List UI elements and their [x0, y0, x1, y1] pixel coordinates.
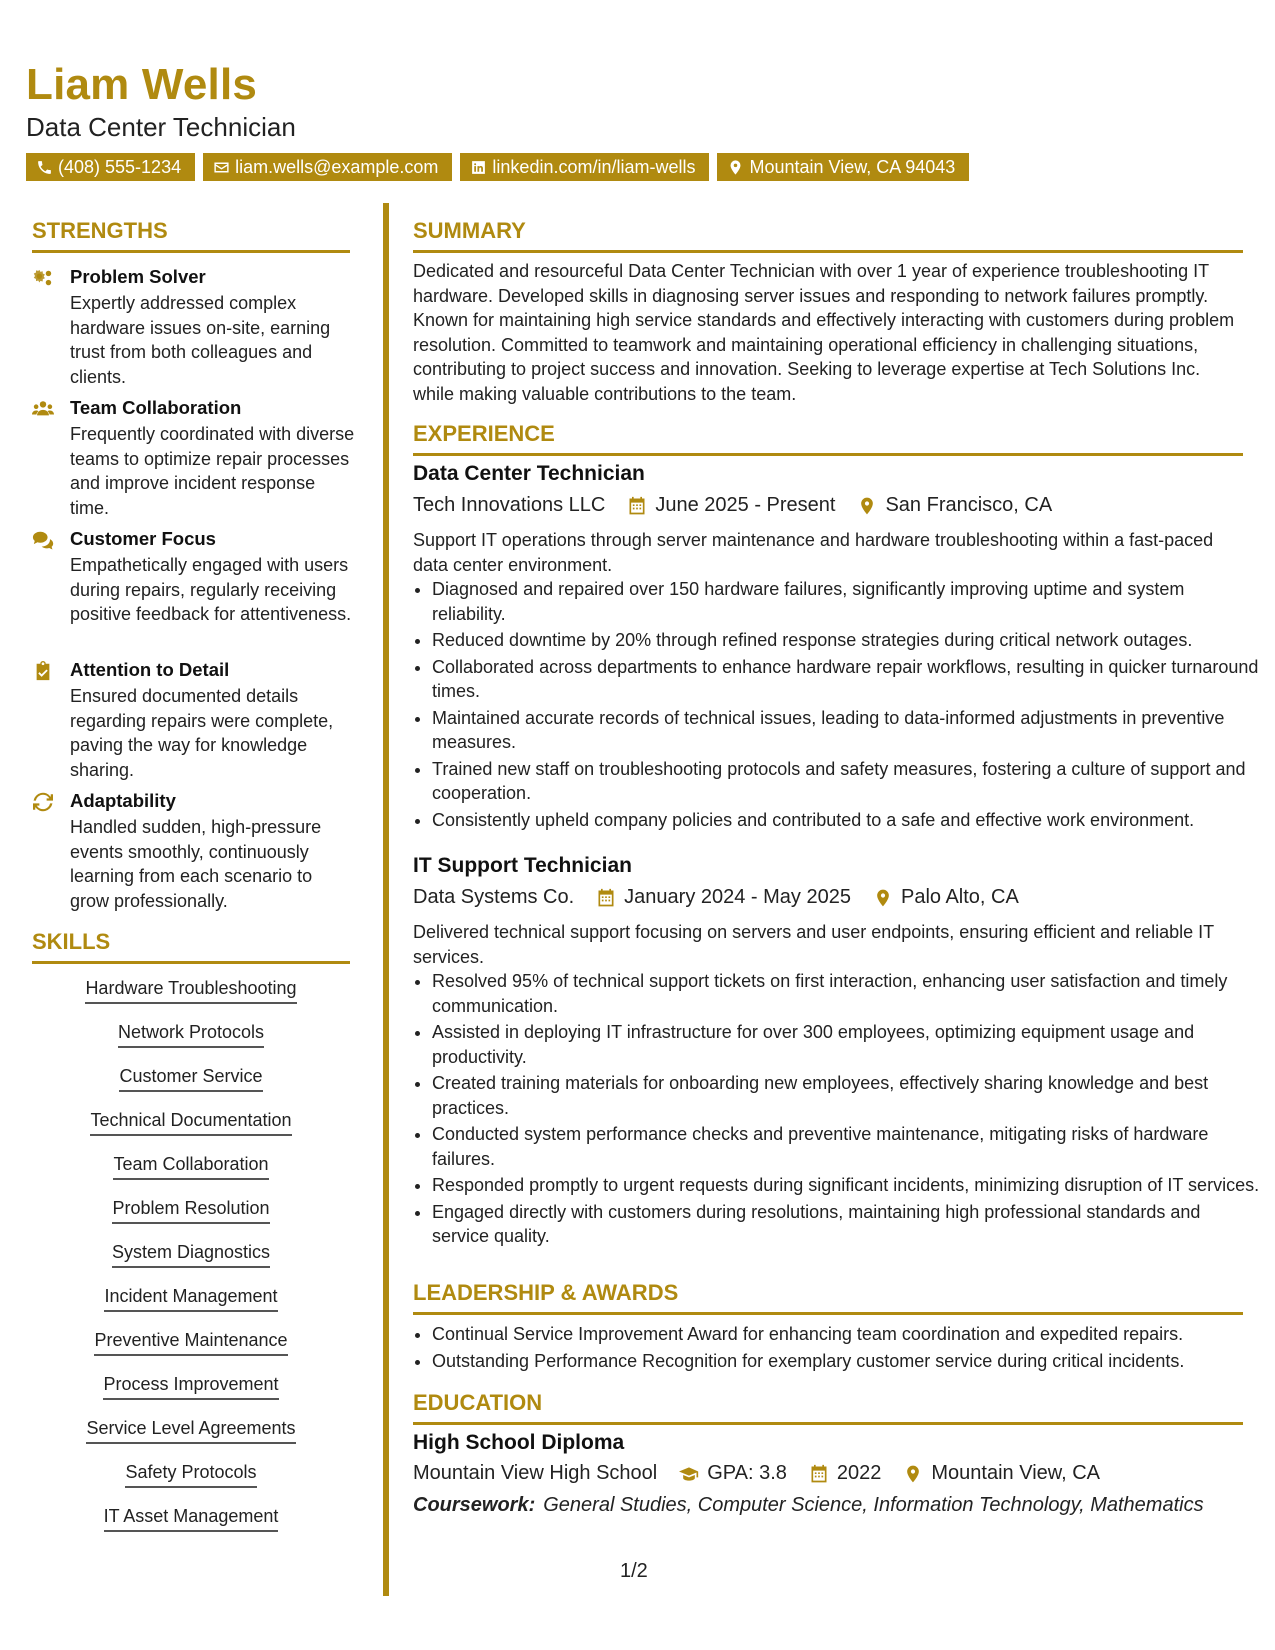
job-meta: [413, 494, 1052, 517]
graduation-year: 2022: [836, 1462, 882, 1484]
phone-icon: [36, 159, 53, 176]
candidate-name: Liam Wells: [26, 60, 258, 109]
degree-title: High School Diploma: [413, 1431, 625, 1454]
map-pin-icon: [857, 496, 877, 516]
leadership-bullets: [413, 1322, 1262, 1375]
coursework-line: [413, 1494, 1204, 1517]
strength-title: Team Collaboration: [70, 397, 242, 418]
calendar-icon: [809, 1464, 829, 1484]
experience-heading: EXPERIENCE: [413, 421, 1243, 456]
contact-linkedin[interactable]: [460, 153, 709, 181]
skills-heading: SKILLS: [32, 929, 350, 964]
contact-bar: [26, 153, 969, 181]
job-bullet: • Resolved 95% of technical support tickets on first interaction, enhancing user satisfaction and timely communication.: [432, 969, 1262, 1018]
job-bullet: • Diagnosed and repaired over 150 hardware failures, significantly improving uptime and system reliability.: [432, 577, 1262, 626]
strength-title: Adaptability: [70, 790, 176, 811]
skill-item: Customer Service: [32, 1066, 350, 1092]
strengths-heading: STRENGTHS: [32, 218, 350, 253]
strength-desc: Ensured documented details regarding repairs were complete, paving the way for knowledge sharing.: [70, 686, 334, 780]
job-title: IT Support Technician: [413, 854, 632, 877]
calendar-icon: [627, 496, 647, 516]
job-bullet: • Responded promptly to urgent requests during significant incidents, minimizing disruption of IT services.: [432, 1173, 1262, 1198]
strength-title: Problem Solver: [70, 266, 206, 287]
job-bullet: • Conducted system performance checks and preventive maintenance, mitigating risks of hardware failures.: [432, 1122, 1262, 1171]
contact-phone[interactable]: [26, 153, 195, 181]
education-heading: EDUCATION: [413, 1390, 1243, 1425]
job-bullets: [413, 577, 1262, 834]
strength-desc: Expertly addressed complex hardware issues on-site, earning trust from both colleagues and clients.: [70, 293, 331, 387]
education-meta: [413, 1462, 1100, 1485]
contact-location[interactable]: [717, 153, 969, 181]
job-bullet: • Collaborated across departments to enhance hardware repair workflows, resulting in quicker turnaround times.: [432, 655, 1262, 704]
job-meta: [413, 886, 1019, 909]
strength-desc: Frequently coordinated with diverse teams to optimize repair processes and improve incident response time.: [70, 424, 355, 518]
job-intro: Support IT operations through server maintenance and hardware troubleshooting within a fast-paced data center environment.: [413, 530, 1214, 575]
contact-linkedin-text: linkedin.com/in/liam-wells: [492, 157, 696, 177]
gears-icon: [32, 268, 56, 288]
school-name: Mountain View High School: [413, 1462, 658, 1484]
skill-item: System Diagnostics: [32, 1242, 350, 1268]
job-bullet: • Engaged directly with customers during resolutions, maintaining high professional standards and service quality.: [432, 1200, 1262, 1249]
envelope-icon: [213, 159, 230, 176]
job-intro: Delivered technical support focusing on servers and user endpoints, ensuring efficient and reliable IT services.: [413, 922, 1214, 967]
school-location: Mountain View, CA: [931, 1462, 1101, 1484]
job-title: Data Center Technician: [413, 462, 645, 485]
strength-desc: Empathetically engaged with users during repairs, regularly receiving positive feedback for attentiveness.: [70, 555, 352, 624]
strength-desc: Handled sudden, high-pressure events smoothly, continuously learning from each scenario to grow professionally.: [70, 817, 322, 911]
contact-email[interactable]: [203, 153, 452, 181]
job-bullet: • Reduced downtime by 20% through refined response strategies during critical network outages.: [432, 628, 1262, 653]
skill-item: Technical Documentation: [32, 1110, 350, 1136]
strength-title: Attention to Detail: [70, 659, 230, 680]
skill-item: IT Asset Management: [32, 1506, 350, 1532]
summary-text: Dedicated and resourceful Data Center Technician with over 1 year of experience troubleshooting IT hardware. Developed skills in diagnosing server issues and responding to network failures promptly. Known for maintaining high service standards and effectively interacting with customers during problem resolution. Committed to teamwork and maintaining operational efficiency in challenging situations, contributing to project success and innovation. Seeking to leverage expertise at Tech Solutions Inc. while making valuable contributions to the team.: [413, 261, 1235, 404]
job-location: San Francisco, CA: [885, 494, 1053, 516]
linkedin-icon: [470, 159, 487, 176]
map-pin-icon: [903, 1464, 923, 1484]
gpa: GPA: 3.8: [707, 1462, 787, 1484]
job-bullets: [413, 969, 1262, 1251]
skill-item: Process Improvement: [32, 1374, 350, 1400]
skill-item: Hardware Troubleshooting: [32, 978, 350, 1004]
calendar-icon: [596, 888, 616, 908]
graduation-cap-icon: [679, 1464, 699, 1484]
coursework-label: Coursework:: [413, 1494, 536, 1516]
candidate-title: Data Center Technician: [26, 112, 296, 142]
contact-email-text: liam.wells@example.com: [235, 157, 439, 177]
skill-item: Preventive Maintenance: [32, 1330, 350, 1356]
job-bullet: • Assisted in deploying IT infrastructure for over 300 employees, optimizing equipment usage and productivity.: [432, 1020, 1262, 1069]
job-dates: June 2025 - Present: [655, 494, 836, 516]
skill-item: Team Collaboration: [32, 1154, 350, 1180]
job-location: Palo Alto, CA: [900, 886, 1019, 908]
job-dates: January 2024 - May 2025: [624, 886, 851, 908]
summary-heading: SUMMARY: [413, 218, 1243, 253]
users-icon: [32, 399, 56, 419]
map-pin-icon: [727, 159, 744, 176]
job-company: Tech Innovations LLC: [413, 494, 606, 516]
leadership-heading: LEADERSHIP & AWARDS: [413, 1280, 1243, 1315]
job-bullet: • Maintained accurate records of technical issues, leading to data-informed adjustments in preventive measures.: [432, 706, 1262, 755]
skill-item: Service Level Agreements: [32, 1418, 350, 1444]
page-number: 1/2: [620, 1560, 648, 1582]
sync-icon: [32, 792, 56, 812]
job-bullet: • Created training materials for onboarding new employees, effectively sharing knowledge and best practices.: [432, 1071, 1262, 1120]
column-divider: [383, 203, 389, 1596]
skill-item: Problem Resolution: [32, 1198, 350, 1224]
comments-icon: [32, 530, 56, 550]
coursework-text: General Studies, Computer Science, Information Technology, Mathematics: [543, 1494, 1204, 1516]
job-company: Data Systems Co.: [413, 886, 575, 908]
skill-item: Incident Management: [32, 1286, 350, 1312]
contact-phone-text: (408) 555-1234: [58, 157, 182, 177]
skill-item: Safety Protocols: [32, 1462, 350, 1488]
award-bullet: • Continual Service Improvement Award for enhancing team coordination and expedited repairs.: [432, 1322, 1262, 1347]
award-bullet: • Outstanding Performance Recognition for exemplary customer service during critical incidents.: [432, 1349, 1262, 1374]
skill-item: Network Protocols: [32, 1022, 350, 1048]
contact-location-text: Mountain View, CA 94043: [749, 157, 956, 177]
job-bullet: • Trained new staff on troubleshooting protocols and safety measures, fostering a culture of support and cooperation.: [432, 757, 1262, 806]
clipboard-check-icon: [32, 661, 56, 681]
job-bullet: • Consistently upheld company policies and contributed to a safe and effective work environment.: [432, 808, 1262, 833]
map-pin-icon: [873, 888, 893, 908]
strength-title: Customer Focus: [70, 528, 216, 549]
